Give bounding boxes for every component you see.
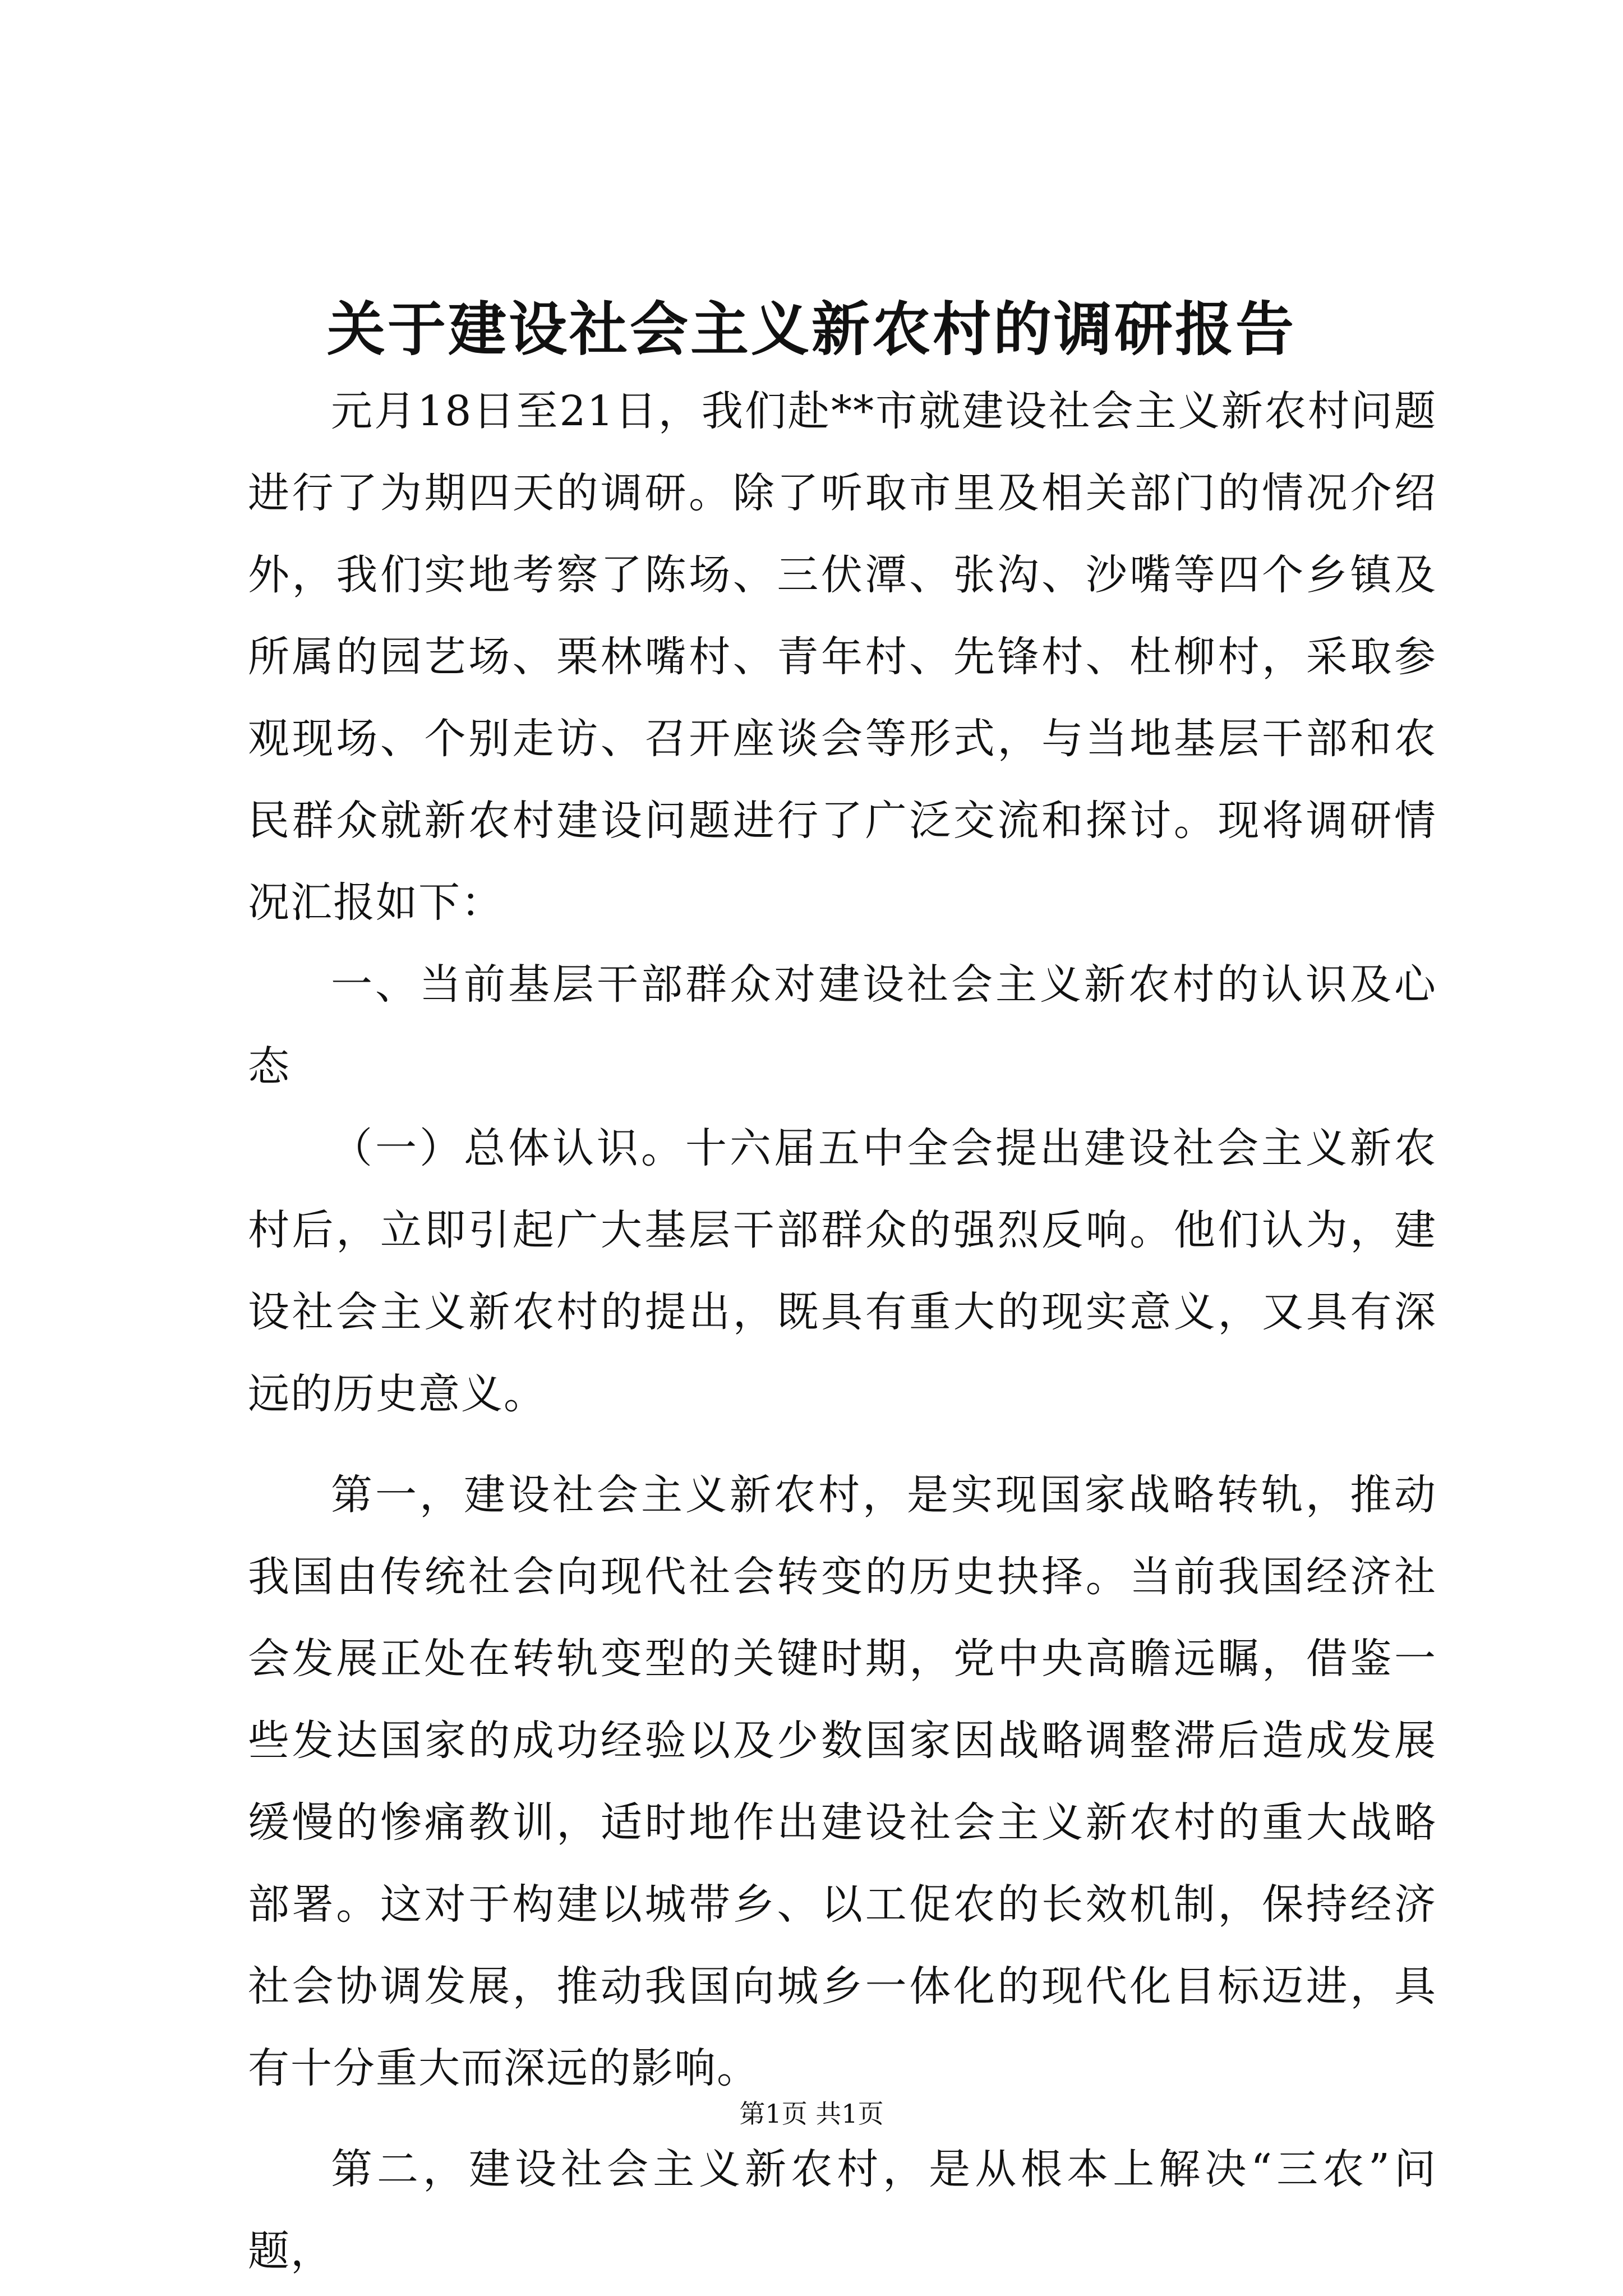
paragraph-first-point: 第一，建设社会主义新农村，是实现国家战略转轨，推动我国由传统社会向现代社会转变的历史抉择。当前我国经济社会发展正处在转轨变型的关键时期，党中央高瞻远瞩，借鉴一些发达国家的成功经验以及少数国家因战略调整滞后造成发展缓慢的惨痛教训，适时地作出建设社会主义新农村的重大战略部署。这对于构建以城带乡、以工促农的长效机制，保持经济社会协调发展，推动我国向城乡一体化的现代化目标迈进，具有十分重大而深远的影响。: [248, 1471, 1437, 2092]
document-body: [248, 370, 1437, 2292]
document-title: 关于建设社会主义新农村的调研报告: [326, 295, 1296, 364]
paragraph-intro: 元月18日至21日，我们赴**市就建设社会主义新农村问题进行了为期四天的调研。除了听取市里及相关部门的情况介绍外，我们实地考察了陈场、三伏潭、张沟、沙嘴等四个乡镇及所属的园艺场、栗林嘴村、青年村、先锋村、杜柳村，采取参观现场、个别走访、召开座谈会等形式，与当地基层干部和农民群众就新农村建设问题进行了广泛交流和探讨。现将调研情况汇报如下：: [248, 387, 1437, 927]
page-number-footer: 第1页 共1页: [739, 2099, 884, 2129]
paragraph-second-point: 第二，建设社会主义新农村，是从根本上解决“三农”问题，: [248, 2145, 1437, 2275]
paragraph-overall-understanding: （一）总体认识。十六届五中全会提出建设社会主义新农村后，立即引起广大基层干部群众的强烈反响。他们认为，建设社会主义新农村的提出，既具有重大的现实意义，又具有深远的历史意义。: [248, 1124, 1437, 1418]
section-heading-1: 一、当前基层干部群众对建设社会主义新农村的认识及心态: [248, 960, 1437, 1091]
